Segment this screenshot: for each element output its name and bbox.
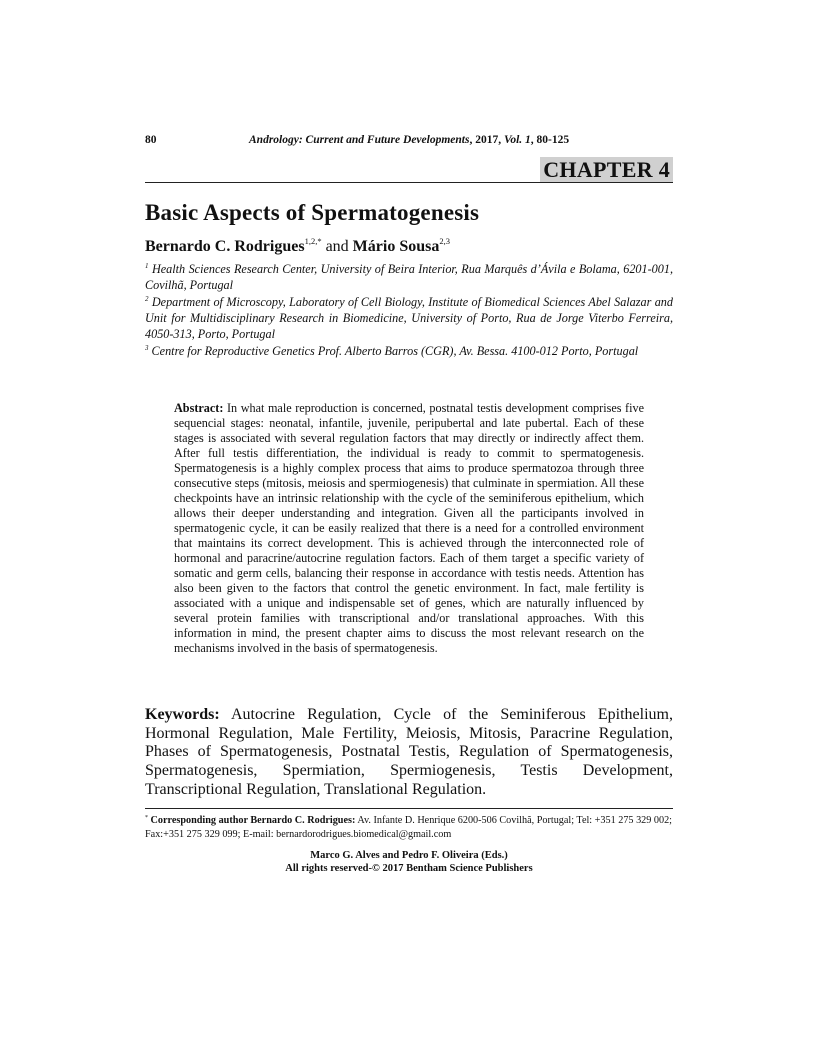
rights-line: All rights reserved-© 2017 Bentham Science Publishers [285,863,533,874]
affiliation-number: 1 [145,262,149,270]
journal-citation: Andrology: Current and Future Developments, 2017, Vol. 1, 80-125 [249,134,570,146]
affiliation-1 [145,258,673,293]
affiliation-text: Health Sciences Research Center, University of Beira Interior, Rua Marquês d’Ávila e Bolama, 6201-001, Covilhã, Portugal [145,262,674,292]
journal-year: 2017 [475,134,499,146]
footnote-text: Av. Infante D. Henrique 6200-506 Covilhã, Portugal; Tel: +351 275 329 002; Fax:+351 275 329 099; E-mail: bernardorodrigues.biomedical@gmail.com [145,815,673,840]
keywords-label: Keywords: [145,706,220,723]
author-2: Mário Sousa [352,238,440,255]
editors-line: Marco G. Alves and Pedro F. Oliveira (Eds.) [310,850,508,861]
chapter-label: CHAPTER 4 [540,157,673,183]
header-rule [145,182,673,183]
author-1: Bernardo C. Rodrigues [145,238,305,255]
affiliation-number: 2 [145,295,149,303]
affiliation-text: Centre for Reproductive Genetics Prof. Alberto Barros (CGR), Av. Bessa. 4100-012 Porto, Portugal [151,344,639,358]
chapter-title: Basic Aspects of Spermatogenesis [145,200,480,225]
abstract [174,401,644,656]
journal-volume: Vol. 1 [503,134,531,146]
author-line [145,236,450,256]
footnote-rule [145,808,673,809]
journal-pages: 80-125 [536,134,570,146]
keywords [145,706,673,800]
footnote-mark: * [145,815,148,821]
author-2-affil: 2,3 [439,236,450,246]
journal-name: Andrology: Current and Future Developments [249,134,470,146]
author-1-affil: 1,2,* [304,236,322,246]
author-conj: and [325,238,349,255]
affiliation-text: Department of Microscopy, Laboratory of Cell Biology, Institute of Biomedical Sciences Abel Salazar and Unit for Multidisciplinary Research in Biomedicine, University of Porto, Rua de Jorge Viterbo Ferreira, 4050-313, Porto, Portugal [145,295,673,341]
abstract-text: In what male reproduction is concerned, postnatal testis development comprises five sequencial stages: neonatal, infantile, juvenile, peripubertal and late pubertal. Each of these stages is associated with several regulation factors that may directly or indirectly affect them. After full testis differentiation, the individual is ready to commit to spermatogenesis. Spermatogenesis is a highly complex process that aims to produce spermatozoa through three consecutive steps (mitosis, meiosis and spermiogenesis) that culminate in spermiation. All these checkpoints have an intrinsic relationship with the cycle of the seminiferous epithelium, which allows their deeper understanding and integration. Given all the participants involved in spermatogenic cycle, it can be easily realized that there is a need for a controlled environment that maintains its correct development. This is achieved through the interconnected role of hormonal and paracrine/autocrine regulation factors. Each of them target a specific variety of somatic and germ cells, balancing their response in accordance with testis needs. Attention has also been given to the factors that control the genetic environment. In fact, male fertility is associated with a unique and indispensable set of genes, which are naturally influenced by several protein families with transcriptional and/or translational approaches. With this information in mind, the present chapter aims to discuss the most relevant research on the mechanisms involved in the basis of spermatogenesis. [174,401,644,655]
affiliation-2 [145,291,673,342]
corresponding-author-footnote [145,812,673,841]
page-number: 80 [145,134,157,146]
affiliation-3 [145,340,673,359]
keywords-text: Autocrine Regulation, Cycle of the Seminiferous Epithelium, Hormonal Regulation, Male Fertility, Meiosis, Mitosis, Paracrine Regulation, Phases of Spermatogenesis, Postnatal Testis, Regulation of Spermatogenesis, Spermatogenesis, Spermiation, Spermiogenesis, Testis Development, Transcriptional Regulation, Translational Regulation. [145,706,673,798]
editors-block [145,849,673,875]
abstract-label: Abstract: [174,401,224,415]
footnote-label: Corresponding author Bernardo C. Rodrigues: [150,815,356,826]
affiliation-number: 3 [145,344,149,352]
